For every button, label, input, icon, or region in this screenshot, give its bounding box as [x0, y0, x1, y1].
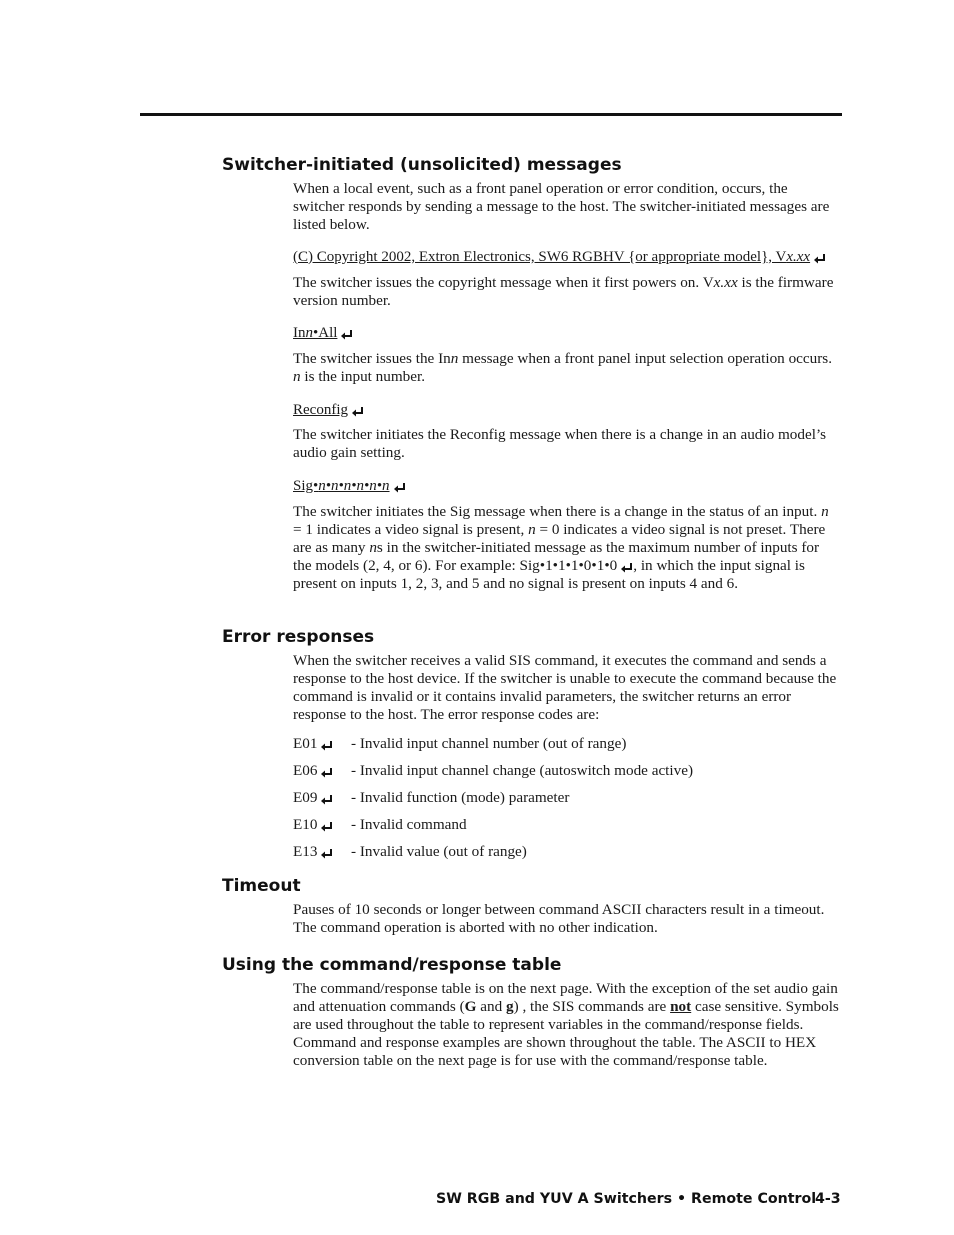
copyright-description: The switcher issues the copyright message when it first powers on. Vx.xx is the firmware version number. — [293, 274, 834, 309]
section-heading-errors: Error responses — [222, 627, 375, 647]
footer-title: SW RGB and YUV A Switchers • Remote Control — [436, 1191, 817, 1207]
copyright-command: (C) Copyright 2002, Extron Electronics, SW6 RGBHV {or appropriate model}, Vx.xx — [293, 248, 826, 266]
return-arrow-icon — [393, 482, 406, 494]
sig-description: The switcher initiates the Sig message when there is a change in the status of an input. n = 1 indicates a video signal is present, n = 0 indicates a video signal is not preset. There are as many ns in the switcher-initiated message as the maximum number of inputs for the models (2, 4, or 6). For example: Sig•1•1•1•0•1•0 , in which the input signal is present on inputs 1, 2, 3, and 5 and no signal is present on inputs 4 and 6. — [293, 503, 829, 592]
table-usage-text: The command/response table is on the next page. With the exception of the set audio gain and attenuation commands (G and g) , the SIS commands are not case sensitive. Symbols are used throughout the table to represent variables in the command/response fields. Command and response examples are shown throughout the table. The ASCII to HEX conversion table on the next page is for use with the command/response table. — [293, 980, 839, 1069]
return-arrow-icon — [620, 562, 633, 574]
return-arrow-icon — [320, 767, 333, 779]
return-arrow-icon — [320, 794, 333, 806]
error-code-row: E09 - Invalid function (mode) parameter — [293, 789, 570, 806]
errors-intro: When the switcher receives a valid SIS command, it executes the command and sends a response to the host device. If the switcher is unable to execute the command because the command is invalid or it contains invalid parameters, the switcher returns an error response to the host. The error response codes are: — [293, 652, 837, 723]
reconfig-description: The switcher initiates the Reconfig message when there is a change in an audio model’s audio gain setting. — [293, 426, 827, 461]
section-heading-timeout: Timeout — [222, 876, 301, 896]
section-heading-unsolicited: Switcher-initiated (unsolicited) messages — [222, 155, 622, 175]
sig-command: Sig•n•n•n•n•n•n — [293, 477, 406, 495]
return-arrow-icon — [320, 740, 333, 752]
reconfig-command: Reconfig — [293, 401, 364, 419]
timeout-text: Pauses of 10 seconds or longer between command ASCII characters result in a timeout. The command operation is aborted with no other indication. — [293, 901, 825, 936]
return-arrow-icon — [351, 406, 364, 418]
inn-description: The switcher issues the Inn message when a front panel input selection operation occurs. n is the input number. — [293, 350, 833, 385]
return-arrow-icon — [320, 848, 333, 860]
error-code-row: E06 - Invalid input channel change (autoswitch mode active) — [293, 762, 694, 779]
return-arrow-icon — [320, 821, 333, 833]
inn-command: Inn•All — [293, 324, 353, 342]
error-code-row: E13 - Invalid value (out of range) — [293, 843, 527, 860]
section-heading-table: Using the command/response table — [222, 955, 562, 975]
return-arrow-icon — [340, 329, 353, 341]
error-code-row: E01 - Invalid input channel number (out of range) — [293, 735, 627, 752]
unsolicited-intro: When a local event, such as a front panel operation or error condition, occurs, the switcher responds by sending a message to the host. The switcher-initiated messages are listed below. — [293, 180, 830, 233]
return-arrow-icon — [813, 253, 826, 265]
header-rule — [140, 113, 842, 116]
page-number: 4-3 — [815, 1191, 841, 1207]
error-code-row: E10 - Invalid command — [293, 816, 467, 833]
